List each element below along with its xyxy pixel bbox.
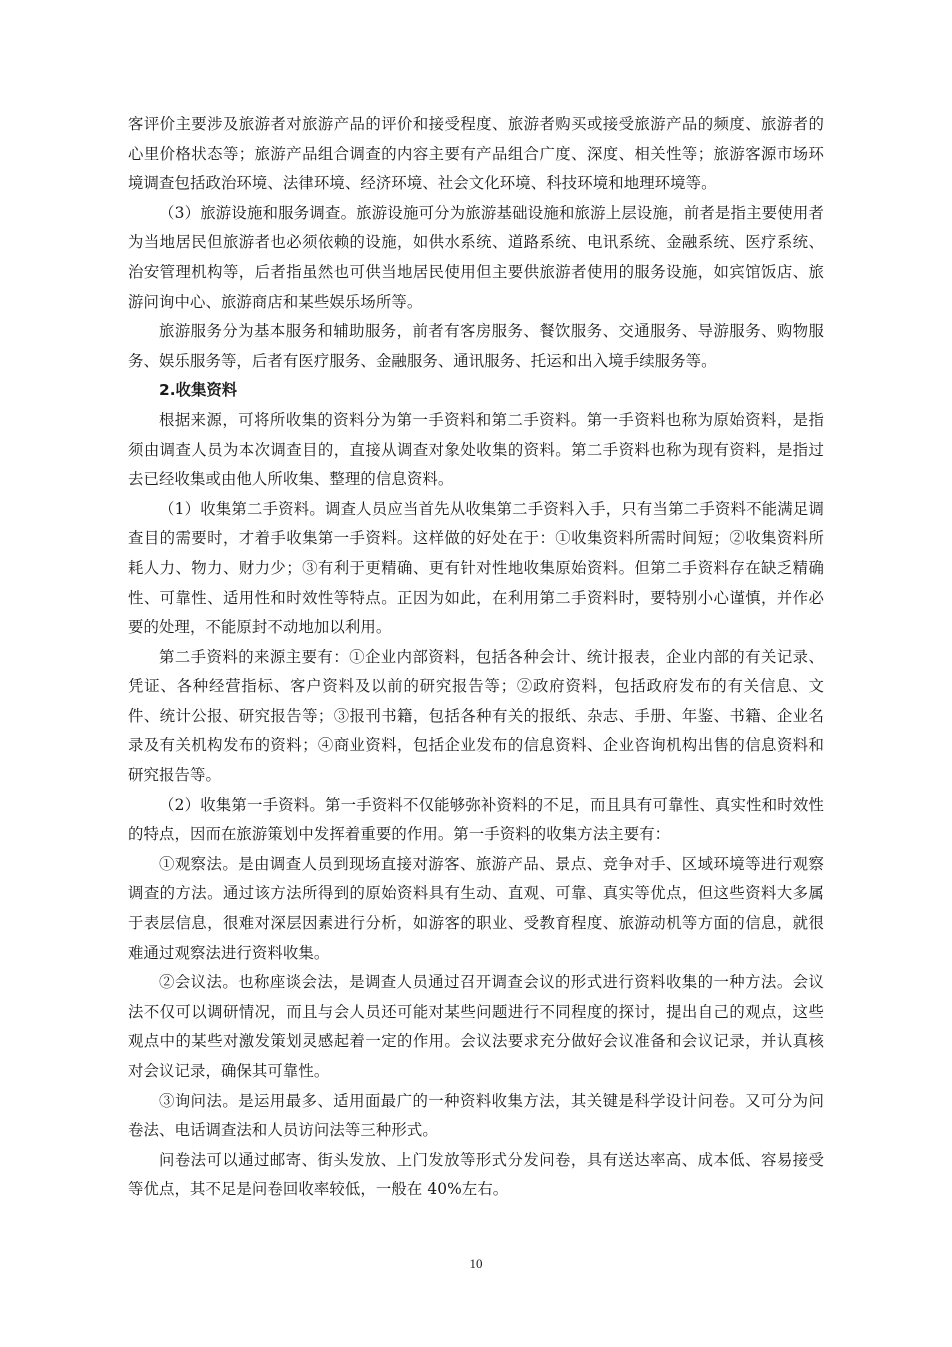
page-number: 10 bbox=[469, 1256, 483, 1271]
paragraph-2: （3）旅游设施和服务调查。旅游设施可分为旅游基础设施和旅游上层设施，前者是指主要使用者为当地居民但旅游者也必须依赖的设施，如供水系统、道路系统、电讯系统、金融系统、医疗系统、治安管理机构等，后者指虽然也可供当地居民使用但主要供旅游者使用的服务设施，如宾馆饭店、旅游问询中心、旅游商店和某些娱乐场所等。 bbox=[128, 203, 824, 311]
paragraph-9: ②会议法。也称座谈会法，是调查人员通过召开调查会议的形式进行资料收集的一种方法。会议法不仅可以调研情况，而且与会人员还可能对某些问题进行不同程度的探讨，提出自己的观点，这些观点中的某些对激发策划灵感起着一定的作用。会议法要求充分做好会议准备和会议记录，并认真核对会议记录，确保其可靠性。 bbox=[128, 973, 824, 1080]
page-body bbox=[128, 110, 824, 1205]
paragraph-4: 根据来源，可将所收集的资料分为第一手资料和第二手资料。第一手资料也称为原始资料，是指须由调查人员为本次调查目的，直接从调查对象处收集的资料。第二手资料也称为现有资料，是指过去已经收集或由他人所收集、整理的信息资料。 bbox=[128, 410, 824, 489]
paragraph-6: 第二手资料的来源主要有：①企业内部资料，包括各种会计、统计报表，企业内部的有关记录、凭证、各种经营指标、客户资料及以前的研究报告等；②政府资料，包括政府发布的有关信息、文件、统计公报、研究报告等；③报刊书籍，包括各种有关的报纸、杂志、手册、年鉴、书籍、企业名录及有关机构发布的资料；④商业资料，包括企业发布的信息资料、企业咨询机构出售的信息资料和研究报告等。 bbox=[128, 647, 824, 785]
paragraph-8: ①观察法。是由调查人员到现场直接对游客、旅游产品、景点、竞争对手、区域环境等进行观察调查的方法。通过该方法所得到的原始资料具有生动、直观、可靠、真实等优点，但这些资料大多属于表层信息，很难对深层因素进行分析，如游客的职业、受教育程度、旅游动机等方面的信息，就很难通过观察法进行资料收集。 bbox=[128, 854, 824, 962]
paragraph-11: 问卷法可以通过邮寄、街头发放、上门发放等形式分发问卷，具有送达率高、成本低、容易接受等优点，其不足是问卷回收率较低，一般在 40%左右。 bbox=[128, 1150, 824, 1199]
paragraph-3: 旅游服务分为基本服务和辅助服务，前者有客房服务、餐饮服务、交通服务、导游服务、购物服务、娱乐服务等，后者有医疗服务、金融服务、通讯服务、托运和出入境手续服务等。 bbox=[128, 322, 824, 370]
section-heading: 2.收集资料 bbox=[159, 381, 238, 400]
paragraph-5: （1）收集第二手资料。调查人员应当首先从收集第二手资料入手，只有当第二手资料不能满足调查目的需要时，才着手收集第一手资料。这样做的好处在于：①收集资料所需时间短；②收集资料所耗人力、物力、财力少；③有利于更精确、更有针对性地收集原始资料。但第二手资料存在缺乏精确性、可靠性、适用性和时效性等特点。正因为如此，在利用第二手资料时，要特别小心谨慎，并作必要的处理，不能原封不动地加以利用。 bbox=[128, 499, 824, 637]
paragraph-1: 客评价主要涉及旅游者对旅游产品的评价和接受程度、旅游者购买或接受旅游产品的频度、旅游者的心里价格状态等；旅游产品组合调查的内容主要有产品组合广度、深度、相关性等；旅游客源市场环境调查包括政治环境、法律环境、经济环境、社会文化环境、科技环境和地理环境等。 bbox=[128, 115, 824, 193]
paragraph-7: （2）收集第一手资料。第一手资料不仅能够弥补资料的不足，而且具有可靠性、真实性和时效性的特点，因而在旅游策划中发挥着重要的作用。第一手资料的收集方法主要有： bbox=[128, 795, 824, 844]
paragraph-10: ③询问法。是运用最多、适用面最广的一种资料收集方法，其关键是科学设计问卷。又可分为问卷法、电话调查法和人员访问法等三种形式。 bbox=[128, 1091, 824, 1140]
